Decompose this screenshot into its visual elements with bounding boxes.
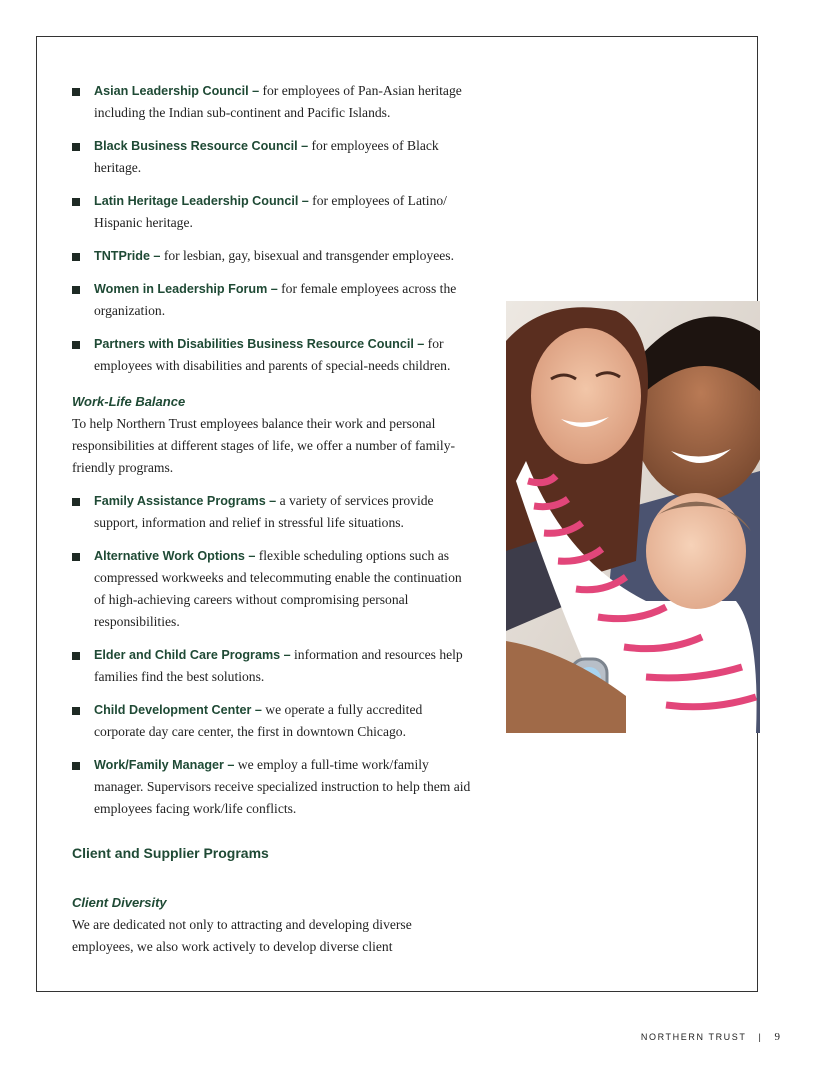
list-item-text: information and resources help families find the best solutions. (94, 647, 463, 684)
work-life-programs-list (72, 490, 476, 820)
dash: – (254, 703, 262, 717)
page-footer (641, 1031, 780, 1043)
list-item (72, 699, 476, 743)
list-item-text: for employees of Pan-Asian heritage including the Indian sub-continent and Pacific Islands. (94, 83, 462, 120)
square-bullet-icon (72, 498, 80, 506)
list-item-term: Alternative Work Options (94, 549, 245, 563)
square-bullet-icon (72, 341, 80, 349)
list-item (72, 80, 476, 124)
list-item-term: Child Development Center (94, 703, 252, 717)
list-item-term: Elder and Child Care Programs (94, 648, 281, 662)
dash: – (283, 648, 291, 662)
dash: – (269, 494, 277, 508)
dash: – (301, 194, 309, 208)
list-item-term: Partners with Disabilities Business Resource Council (94, 337, 414, 351)
square-bullet-icon (72, 652, 80, 660)
dash: – (227, 758, 235, 772)
client-supplier-heading: Client and Supplier Programs (72, 845, 269, 861)
list-item-term: Work/Family Manager (94, 758, 224, 772)
list-item-text: flexible scheduling options such as compressed workweeks and telecommuting enable the continuation of high-achieving careers without compromising personal responsibilities. (94, 548, 462, 629)
dash: – (252, 84, 260, 98)
list-item (72, 135, 476, 179)
square-bullet-icon (72, 143, 80, 151)
list-item (72, 190, 476, 234)
dash: – (153, 249, 161, 263)
list-item-text: for female employees across the organization. (94, 281, 457, 318)
list-item-text: we employ a full-time work/family manager. Supervisors receive specialized instruction to help them aid employees facing work/life conflicts. (94, 757, 471, 816)
client-diversity-text: We are dedicated not only to attracting and developing diverse employees, we also work actively to develop diverse client (72, 917, 412, 954)
square-bullet-icon (72, 253, 80, 261)
list-item-term: Women in Leadership Forum (94, 282, 268, 296)
list-item-term: TNTPride (94, 249, 150, 263)
list-item-text: for employees of Latino/ Hispanic heritage. (94, 193, 447, 230)
work-life-heading: Work-Life Balance (72, 394, 186, 409)
footer-separator: | (758, 1032, 763, 1042)
work-life-intro: To help Northern Trust employees balance their work and personal responsibilities at different stages of life, we offer a number of family-friendly programs. (72, 416, 456, 475)
family-photo-illustration (506, 301, 760, 733)
square-bullet-icon (72, 762, 80, 770)
square-bullet-icon (72, 707, 80, 715)
list-item (72, 754, 476, 820)
list-item (72, 545, 476, 633)
dash: – (301, 139, 309, 153)
dash: – (417, 337, 425, 351)
square-bullet-icon (72, 286, 80, 294)
square-bullet-icon (72, 88, 80, 96)
list-item (72, 644, 476, 688)
client-diversity-heading: Client Diversity (72, 895, 167, 910)
list-item-term: Latin Heritage Leadership Council (94, 194, 299, 208)
dash: – (248, 549, 256, 563)
main-content (72, 80, 476, 969)
resource-groups-list (72, 80, 476, 377)
list-item-text: for lesbian, gay, bisexual and transgender employees. (163, 248, 454, 263)
page-number: 9 (774, 1031, 780, 1043)
square-bullet-icon (72, 553, 80, 561)
list-item-term: Family Assistance Programs (94, 494, 266, 508)
footer-brand: NORTHERN TRUST (640, 1032, 747, 1042)
dash: – (270, 282, 278, 296)
list-item (72, 490, 476, 534)
list-item (72, 245, 476, 267)
list-item-text: for employees of Black heritage. (94, 138, 439, 175)
list-item (72, 278, 476, 322)
list-item (72, 333, 476, 377)
list-item-text: we operate a fully accredited corporate day care center, the first in downtown Chicago. (94, 702, 423, 739)
list-item-term: Asian Leadership Council (94, 84, 249, 98)
list-item-text: for employees with disabilities and parents of special-needs children. (94, 336, 451, 373)
square-bullet-icon (72, 198, 80, 206)
list-item-term: Black Business Resource Council (94, 139, 298, 153)
family-photo (506, 301, 760, 733)
list-item-text: a variety of services provide support, information and relief in stressful life situations. (94, 493, 434, 530)
